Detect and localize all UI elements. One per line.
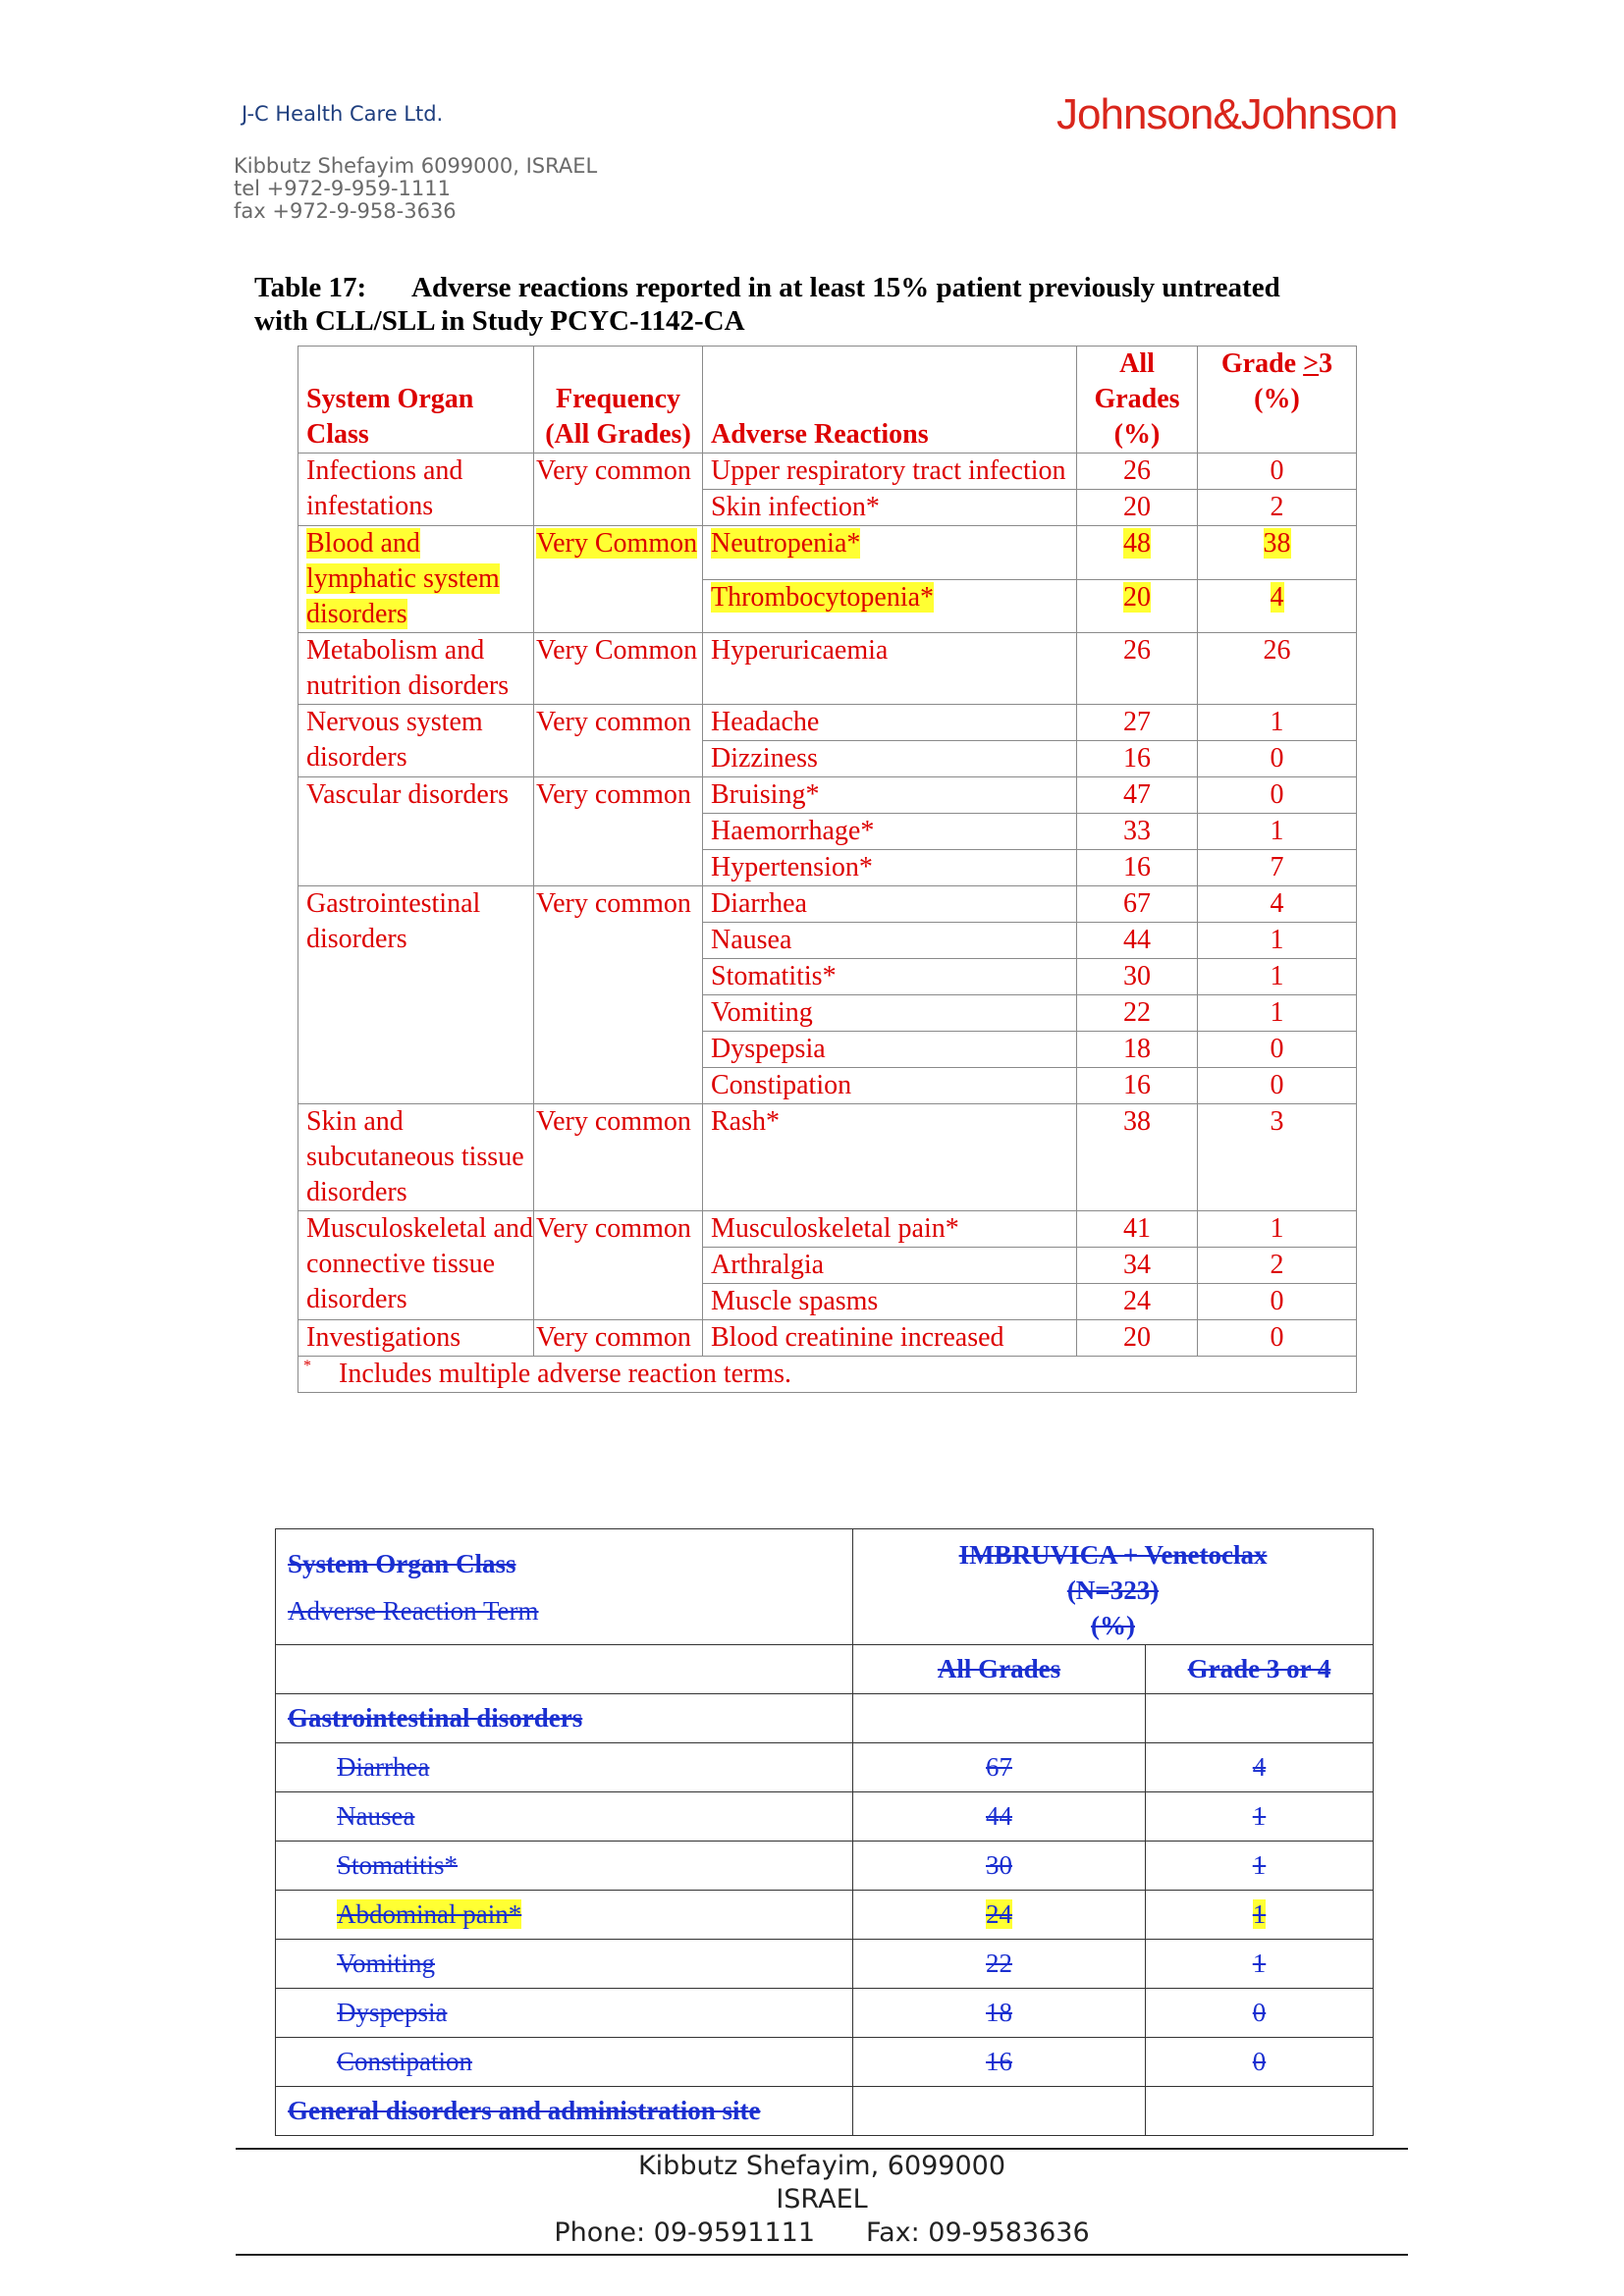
grade3-cell: 1 (1198, 1211, 1357, 1248)
all-grades-cell: 41 (1077, 1211, 1198, 1248)
list-item (276, 1792, 1374, 1842)
all-grades-cell: 26 (1077, 454, 1198, 490)
all-grades-cell: 47 (1077, 777, 1198, 814)
reaction-cell: Stomatitis* (703, 959, 1077, 995)
t2-all: 67 (986, 1752, 1012, 1782)
all-grades-cell: 22 (1077, 995, 1198, 1032)
t2-header-pct: (%) (1091, 1610, 1135, 1640)
t2-header-term: Adverse Reaction Term (288, 1595, 539, 1626)
soc-cell: Metabolism and nutrition disorders (298, 633, 534, 705)
all-grades-cell: 18 (1077, 1032, 1198, 1068)
header-frequency: Frequency (All Grades) (534, 347, 703, 454)
t2-term: Stomatitis* (337, 1850, 459, 1880)
brand-logo: Johnson&Johnson (1056, 90, 1398, 138)
table-row (298, 777, 1357, 814)
frequency-cell: Very common (534, 1320, 703, 1357)
soc-cell: Blood and lymphatic system disorders (298, 526, 534, 633)
grade3-cell: 7 (1198, 850, 1357, 886)
t2-header-drug-cell (853, 1529, 1374, 1645)
all-grades-cell: 38 (1077, 1104, 1198, 1211)
t2-g34: 4 (1252, 1752, 1267, 1782)
t2-section-gi: Gastrointestinal disorders (288, 1703, 583, 1733)
list-item (276, 1891, 1374, 1940)
t2-all: 24 (986, 1899, 1012, 1929)
all-grades-cell: 16 (1077, 1068, 1198, 1104)
reaction-cell: Skin infection* (703, 490, 1077, 526)
company-name: J-C Health Care Ltd. (242, 102, 444, 126)
grade3-cell: 0 (1198, 777, 1357, 814)
caption-line2: with CLL/SLL in Study PCYC-1142-CA (254, 305, 745, 337)
t2-body (276, 1743, 1374, 2087)
table-body (298, 454, 1357, 1357)
struck-reactions-table (275, 1528, 1374, 2136)
soc-cell: Skin and subcutaneous tissue disorders (298, 1104, 534, 1211)
t2-header-row (276, 1529, 1374, 1645)
letterhead-tel: tel +972-9-959-1111 (234, 177, 451, 200)
caption-line1: Adverse reactions reported in at least 15% patient previously untreated (411, 272, 1280, 303)
table-caption (254, 271, 1374, 338)
table-header-row (298, 347, 1357, 454)
reaction-cell: Haemorrhage* (703, 814, 1077, 850)
t2-term: Nausea (337, 1801, 415, 1831)
list-item (276, 1743, 1374, 1792)
soc-cell: Nervous system disorders (298, 705, 534, 777)
adverse-reactions-table (298, 346, 1357, 1393)
grade3-cell: 1 (1198, 995, 1357, 1032)
header-soc: System Organ Class (298, 347, 534, 454)
t2-term: Dyspepsia (337, 1998, 448, 2027)
table-row (298, 886, 1357, 923)
all-grades-cell: 34 (1077, 1248, 1198, 1284)
t2-col-all: All Grades (937, 1654, 1061, 1683)
footer-address: Kibbutz Shefayim, 6099000 (637, 2151, 1006, 2181)
grade3-cell: 3 (1198, 1104, 1357, 1211)
t2-header-drug: IMBRUVICA + Venetoclax (958, 1539, 1268, 1570)
grade3-cell: 4 (1198, 886, 1357, 923)
grade3-cell: 26 (1198, 633, 1357, 705)
grade3-cell: 1 (1198, 959, 1357, 995)
frequency-cell: Very common (534, 705, 703, 777)
t2-subheader-row (276, 1645, 1374, 1694)
soc-cell: Vascular disorders (298, 777, 534, 886)
all-grades-cell: 44 (1077, 923, 1198, 959)
reaction-cell: Diarrhea (703, 886, 1077, 923)
t2-g34: 1 (1252, 1899, 1267, 1929)
grade3-cell: 0 (1198, 1320, 1357, 1357)
all-grades-cell: 67 (1077, 886, 1198, 923)
t2-section-row (276, 1694, 1374, 1743)
frequency-cell: Very Common (534, 633, 703, 705)
list-item (276, 1940, 1374, 1989)
t2-g34: 0 (1252, 1998, 1267, 2027)
reaction-cell: Bruising* (703, 777, 1077, 814)
table-row (298, 633, 1357, 705)
reaction-cell: Muscle spasms (703, 1284, 1077, 1320)
footnote: * Includes multiple adverse reaction terms. (298, 1357, 1357, 1393)
t2-g34: 0 (1252, 2047, 1267, 2076)
soc-cell: Investigations (298, 1320, 534, 1357)
footer-country: ISRAEL (776, 2184, 868, 2215)
reaction-cell: Nausea (703, 923, 1077, 959)
footer-phone: Phone: 09-9591111 (554, 2217, 816, 2248)
reaction-cell: Vomiting (703, 995, 1077, 1032)
all-grades-cell: 20 (1077, 490, 1198, 526)
t2-term: Constipation (337, 2047, 473, 2076)
reaction-cell: Dizziness (703, 741, 1077, 777)
footer-fax: Fax: 09-9583636 (866, 2217, 1090, 2248)
frequency-cell: Very common (534, 886, 703, 1104)
all-grades-cell: 24 (1077, 1284, 1198, 1320)
t2-section-general: General disorders and administration site (288, 2096, 761, 2125)
footnote-row (298, 1357, 1357, 1393)
table-row (298, 454, 1357, 490)
reaction-cell: Neutropenia* (703, 526, 1077, 580)
all-grades-cell: 16 (1077, 741, 1198, 777)
grade3-cell: 0 (1198, 1068, 1357, 1104)
table-row (298, 1211, 1357, 1248)
reaction-cell: Upper respiratory tract infection (703, 454, 1077, 490)
footer-rule-bottom (236, 2254, 1408, 2256)
t2-term: Abdominal pain* (337, 1899, 522, 1929)
reaction-cell: Headache (703, 705, 1077, 741)
letterhead-address-block (234, 155, 597, 223)
grade3-cell: 0 (1198, 741, 1357, 777)
t2-all: 44 (986, 1801, 1012, 1831)
all-grades-cell: 20 (1077, 1320, 1198, 1357)
t2-all: 18 (986, 1998, 1012, 2027)
t2-term: Vomiting (337, 1949, 436, 1978)
header-all-grades: All Grades (%) (1077, 347, 1198, 454)
all-grades-cell: 16 (1077, 850, 1198, 886)
caption-label: Table 17: (254, 272, 367, 303)
t2-all: 22 (986, 1949, 1012, 1978)
reaction-cell: Thrombocytopenia* (703, 579, 1077, 633)
t2-col-g34: Grade 3 or 4 (1187, 1654, 1331, 1683)
reaction-cell: Musculoskeletal pain* (703, 1211, 1077, 1248)
grade3-cell: 4 (1198, 579, 1357, 633)
all-grades-cell: 20 (1077, 579, 1198, 633)
grade3-cell: 0 (1198, 454, 1357, 490)
all-grades-cell: 26 (1077, 633, 1198, 705)
header-reactions: Adverse Reactions (703, 347, 1077, 454)
reaction-cell: Blood creatinine increased (703, 1320, 1077, 1357)
t2-term: Diarrhea (337, 1752, 430, 1782)
frequency-cell: Very common (534, 777, 703, 886)
table-row (298, 705, 1357, 741)
soc-cell: Musculoskeletal and connective tissue disorders (298, 1211, 534, 1320)
reaction-cell: Rash* (703, 1104, 1077, 1211)
frequency-cell: Very common (534, 1104, 703, 1211)
t2-header-soc-cell (276, 1529, 853, 1645)
t2-section-row (276, 2087, 1374, 2136)
letterhead-address: Kibbutz Shefayim 6099000, ISRAEL (234, 154, 598, 178)
list-item (276, 1989, 1374, 2038)
soc-cell: Gastrointestinal disorders (298, 886, 534, 1104)
table-row (298, 526, 1357, 580)
t2-all: 16 (986, 2047, 1012, 2076)
t2-g34: 1 (1252, 1801, 1267, 1831)
list-item (276, 1842, 1374, 1891)
t2-header-n: (N=323) (1066, 1575, 1160, 1605)
letterhead-fax: fax +972-9-958-3636 (234, 199, 457, 223)
grade3-cell: 1 (1198, 814, 1357, 850)
all-grades-cell: 27 (1077, 705, 1198, 741)
table-row (298, 1104, 1357, 1211)
table-row (298, 1320, 1357, 1357)
header-grade3: Grade >3 (%) (1198, 347, 1357, 454)
frequency-cell: Very common (534, 454, 703, 526)
t2-g34: 1 (1252, 1949, 1267, 1978)
frequency-cell: Very Common (534, 526, 703, 633)
footer-contact (236, 2216, 1408, 2250)
t2-all: 30 (986, 1850, 1012, 1880)
frequency-cell: Very common (534, 1211, 703, 1320)
grade3-cell: 0 (1198, 1284, 1357, 1320)
reaction-cell: Dyspepsia (703, 1032, 1077, 1068)
reaction-cell: Hypertension* (703, 850, 1077, 886)
reaction-cell: Arthralgia (703, 1248, 1077, 1284)
soc-cell: Infections and infestations (298, 454, 534, 526)
list-item (276, 2038, 1374, 2087)
grade3-cell: 2 (1198, 1248, 1357, 1284)
all-grades-cell: 30 (1077, 959, 1198, 995)
t2-header-soc: System Organ Class (288, 1548, 516, 1578)
reaction-cell: Constipation (703, 1068, 1077, 1104)
grade3-cell: 2 (1198, 490, 1357, 526)
grade3-cell: 0 (1198, 1032, 1357, 1068)
all-grades-cell: 33 (1077, 814, 1198, 850)
reaction-cell: Hyperuricaemia (703, 633, 1077, 705)
grade3-cell: 1 (1198, 923, 1357, 959)
t2-g34: 1 (1252, 1850, 1267, 1880)
grade3-cell: 38 (1198, 526, 1357, 580)
grade3-cell: 1 (1198, 705, 1357, 741)
all-grades-cell: 48 (1077, 526, 1198, 580)
